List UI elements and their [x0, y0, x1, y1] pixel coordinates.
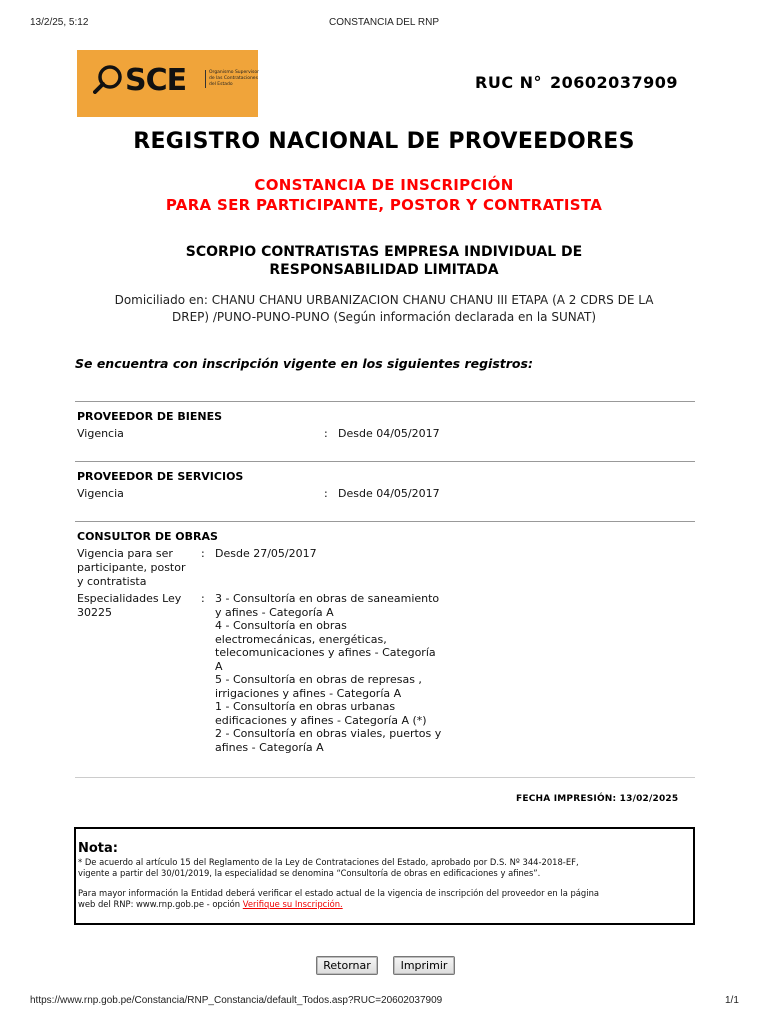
ruc-line: [475, 73, 678, 92]
obras-especialidades-label: [77, 592, 181, 620]
especialidad-line: 5 - Consultoría en obras de represas ,: [215, 673, 422, 686]
especialidad-line: A: [215, 659, 223, 673]
obras-vigencia-label-line: Vigencia para ser: [77, 547, 173, 560]
especialidad-line: 2 - Consultoría en obras viales, puertos y: [215, 727, 442, 740]
print-datetime: 13/2/25, 5:12: [30, 17, 89, 28]
obras-vigencia-value: Desde 27/05/2017: [215, 547, 317, 560]
print-page-number: 1/1: [725, 995, 739, 1006]
obras-vigencia-label-line: participante, postor: [77, 561, 186, 574]
nota-line-prefix: web del RNP: www.rnp.gob.pe - opción: [78, 899, 243, 909]
company-name-line-1: SCORPIO CONTRATISTAS EMPRESA INDIVIDUAL DE: [185, 244, 583, 260]
print-page-title: CONSTANCIA DEL RNP: [328, 17, 440, 28]
especialidad-line: irrigaciones y afines - Categoría A: [215, 686, 402, 700]
nota-text-1: [78, 857, 678, 879]
especialidad-line: electromecánicas, energéticas,: [215, 632, 387, 646]
osce-logo: [77, 50, 258, 117]
divider: [75, 521, 695, 522]
especialidades-list: [215, 592, 441, 754]
print-url: https://www.rnp.gob.pe/Constancia/RNP_Constancia/default_Todos.asp?RUC=20602037909: [30, 995, 443, 1006]
section-title-obras: CONSULTOR DE OBRAS: [77, 530, 218, 543]
especialidades-label-line: Especialidades Ley: [77, 592, 182, 605]
especialidad-line: y afines - Categoría A: [215, 605, 334, 619]
obras-especialidades-colon: :: [201, 592, 205, 605]
especialidad-line: afines - Categoría A: [215, 740, 324, 754]
fecha-impresion: FECHA IMPRESIÓN: 13/02/2025: [516, 794, 679, 804]
verifique-inscripcion-link[interactable]: Verifique su Inscripción.: [242, 899, 343, 909]
section-title-bienes: PROVEEDOR DE BIENES: [77, 410, 223, 423]
nota-line: vigente a partir del 30/01/2019, la especialidad se denomina “Consultoría de obras en edificaciones y afines”.: [78, 868, 541, 878]
divider: [75, 401, 695, 402]
nota-text-2: [78, 888, 678, 910]
divider: [75, 777, 695, 778]
company-name: [130, 243, 638, 279]
obras-vigencia-label: [77, 547, 186, 589]
bienes-vigencia-value: Desde 04/05/2017: [338, 427, 440, 440]
domicile: [80, 292, 688, 326]
magnifier-icon: [93, 64, 123, 94]
especialidad-line: 3 - Consultoría en obras de saneamiento: [215, 592, 440, 605]
especialidades-label-line: 30225: [77, 606, 112, 619]
nota-heading: Nota:: [78, 841, 118, 856]
registers-intro: Se encuentra con inscripción vigente en los siguientes registros:: [75, 356, 533, 371]
domicile-line-2: DREP) /PUNO-PUNO-PUNO (Según información declarada en la SUNAT): [171, 310, 597, 324]
especialidad-line: 4 - Consultoría en obras: [215, 619, 347, 632]
retornar-button[interactable]: Retornar: [316, 956, 378, 975]
bienes-colon: :: [324, 427, 328, 440]
ruc-label: RUC N°: [475, 73, 543, 92]
obras-vigencia-label-line: y contratista: [77, 575, 147, 588]
divider: [75, 461, 695, 462]
ruc-number: 20602037909: [550, 73, 678, 92]
page-title: REGISTRO NACIONAL DE PROVEEDORES: [133, 129, 635, 154]
bienes-vigencia-label: Vigencia: [77, 427, 124, 440]
nota-line: * De acuerdo al artículo 15 del Reglamento de la Ley de Contrataciones del Estado, aprobado por D.S. Nº 344-2018-EF,: [78, 857, 579, 867]
especialidad-line: 1 - Consultoría en obras urbanas: [215, 700, 396, 713]
logo-subtitle: Organismo Supervisor de las Contrataciones del Estado: [205, 70, 259, 88]
section-title-servicios: PROVEEDOR DE SERVICIOS: [77, 470, 244, 483]
nota-box: [74, 827, 695, 925]
servicios-vigencia-value: Desde 04/05/2017: [338, 487, 440, 500]
constancia-subtitle-2: PARA SER PARTICIPANTE, POSTOR Y CONTRATISTA: [165, 196, 603, 214]
logo-brand: SCE: [125, 63, 187, 98]
servicios-colon: :: [324, 487, 328, 500]
nota-line: Para mayor información la Entidad deberá verificar el estado actual de la vigencia de inscripción del proveedor en la página: [78, 888, 600, 898]
constancia-subtitle-1: CONSTANCIA DE INSCRIPCIÓN: [254, 176, 514, 194]
obras-vigencia-colon: :: [201, 547, 205, 560]
imprimir-button[interactable]: Imprimir: [393, 956, 455, 975]
servicios-vigencia-label: Vigencia: [77, 487, 124, 500]
domicile-line-1: Domiciliado en: CHANU CHANU URBANIZACION CHANU CHANU III ETAPA (A 2 CDRS DE LA: [114, 293, 654, 307]
especialidad-line: telecomunicaciones y afines - Categoría: [215, 646, 436, 659]
nota-line: [78, 899, 678, 910]
company-name-line-2: RESPONSABILIDAD LIMITADA: [269, 262, 499, 278]
especialidad-line: edificaciones y afines - Categoría A (*): [215, 713, 427, 727]
